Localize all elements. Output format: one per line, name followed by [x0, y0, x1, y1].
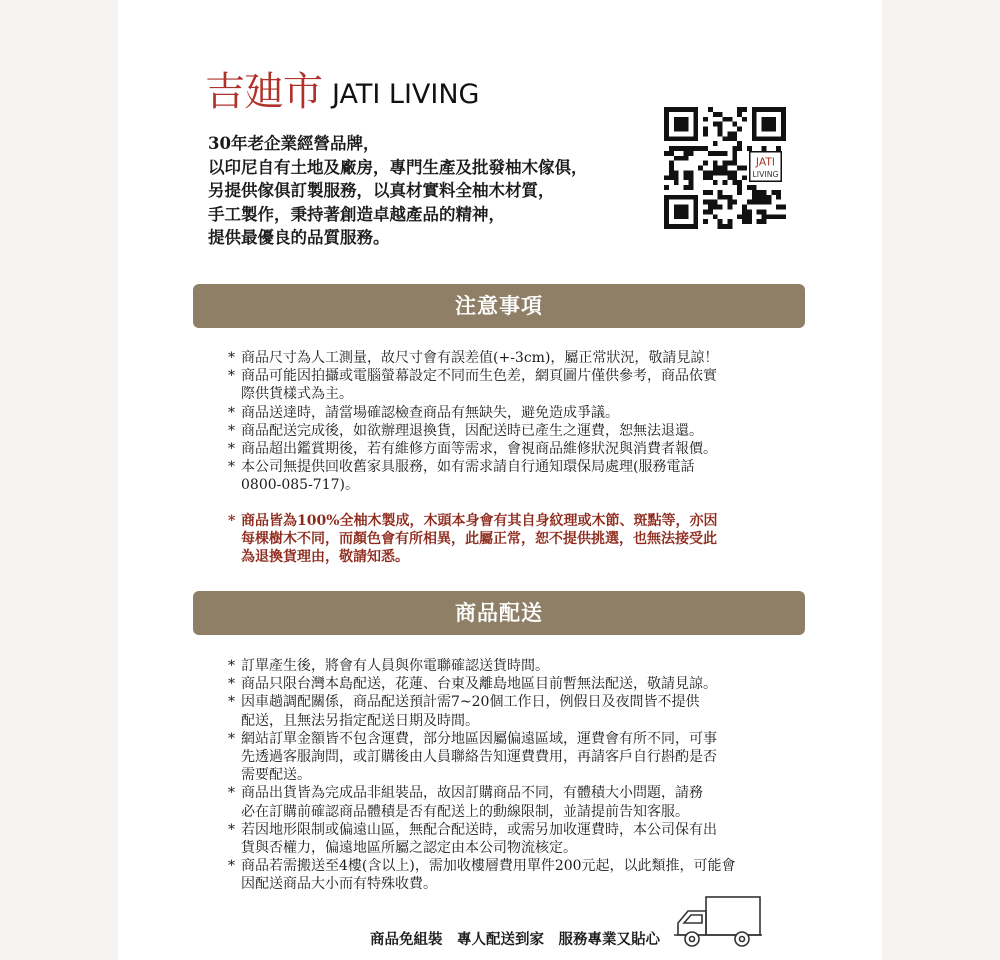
list-item-text: [241, 440, 717, 458]
list-item: [228, 693, 736, 729]
list-item-text: [241, 512, 718, 567]
list-item-line: 因車趟調配關係，商品配送預計需7~20個工作日，例假日及夜間皆不提供: [241, 694, 700, 711]
bullet-star: *: [228, 404, 235, 421]
list-item-line: 需要配送。: [241, 767, 311, 784]
bullet-star: *: [228, 694, 235, 711]
bullet-star: *: [228, 441, 235, 458]
list-item-line: 訂單產生後，將會有人員與你電聯確認送貨時間。: [241, 658, 549, 674]
bullet-star: *: [228, 785, 235, 802]
list-item-line: 商品配送完成後，如欲辦理退換貨，因配送時已產生之運費，恕無法退還。: [241, 422, 703, 439]
list-item: [228, 784, 736, 820]
intro-line: 手工製作，秉持著創造卓越產品的精神，: [208, 204, 505, 224]
list-item-line: 商品出貨皆為完成品非組裝品，故因訂購商品不同，有體積大小問題，請務: [241, 785, 703, 802]
footer-slogan: 商品免組裝 專人配送到家 服務專業又貼心: [370, 931, 660, 948]
list-item: [228, 675, 736, 693]
intro-line: 30年老企業經營品牌，: [208, 134, 380, 153]
list-item-text: [241, 693, 699, 729]
list-item: [228, 458, 718, 494]
notice-header: 注意事項: [193, 284, 805, 328]
list-item: [228, 440, 718, 458]
list-item-text: [241, 422, 703, 440]
list-item: [228, 404, 718, 422]
bullet-star: *: [228, 513, 236, 529]
intro-line: 另提供傢俱訂製服務，以真材實料全柚木材質，: [208, 181, 555, 200]
delivery-list: [228, 657, 736, 894]
list-item-line: 因配送商品大小而有特殊收費。: [241, 876, 437, 893]
list-item-line: 0800-085-717)。: [241, 477, 359, 494]
bullet-star: *: [228, 422, 235, 439]
list-item: [228, 821, 736, 857]
list-item-line: 商品只限台灣本島配送，花蓮、台東及離島地區目前暫無法配送，敬請見諒。: [241, 676, 717, 693]
brand-logo: [205, 66, 479, 114]
list-item-text: [241, 657, 549, 675]
notice-list: [228, 349, 718, 495]
qr-logo-subtext: LIVING: [752, 169, 779, 179]
qr-code-icon[interactable]: [664, 106, 786, 230]
list-item-text: [241, 784, 703, 820]
list-item: [228, 730, 736, 785]
intro-text: [208, 132, 588, 250]
list-item-text: [241, 367, 717, 403]
list-item-line: 商品皆為100%全柚木製成，木頭本身會有其自身紋理或木節、斑點等，亦因: [241, 513, 718, 529]
bullet-star: *: [228, 858, 235, 875]
bullet-star: *: [228, 821, 235, 838]
brand-name-cjk: 吉廸市: [205, 69, 322, 115]
wood-note: [228, 512, 718, 567]
list-item-text: [241, 349, 718, 367]
list-item: [228, 367, 718, 403]
bullet-star: *: [228, 368, 235, 385]
list-item-text: [241, 857, 736, 893]
delivery-truck-icon: [672, 893, 764, 949]
list-item-text: [241, 730, 717, 785]
list-item-line: 貨與否權力，偏遠地區所屬之認定由本公司物流核定。: [241, 840, 577, 857]
list-item-line: 商品尺寸為人工測量，故尺寸會有誤差值(+-3cm)，屬正常狀況，敬請見諒！: [241, 350, 719, 366]
qr-logo-text: JATI: [755, 155, 776, 169]
intro-line: 提供最優良的品質服務。: [208, 228, 390, 247]
list-item: [228, 657, 736, 675]
list-item: [228, 512, 718, 567]
list-item-line: 本公司無提供回收舊家具服務，如有需求請自行通知環保局處理(服務電話: [241, 459, 695, 476]
bullet-star: *: [228, 730, 235, 747]
list-item-line: 商品送達時，請當場確認檢查商品有無缺失，避免造成爭議。: [241, 404, 619, 421]
bullet-star: *: [228, 459, 235, 476]
list-item-line: 商品可能因拍攝或電腦螢幕設定不同而生色差，網頁圖片僅供參考，商品依實: [241, 368, 717, 385]
list-item-line: 網站訂單金額皆不包含運費，部分地區因屬偏遠區域，運費會有所不同，可事: [241, 730, 717, 747]
list-item-line: 若因地形限制或偏遠山區，無配合配送時，或需另加收運費時，本公司保有出: [241, 821, 717, 838]
list-item-line: 際供貨樣式為主。: [241, 386, 353, 403]
list-item-line: 必在訂購前確認商品體積是否有配送上的動線限制，並請提前告知客服。: [241, 803, 689, 820]
list-item-line: 先透過客服詢問，或訂購後由人員聯絡告知運費費用，再請客戶自行斟酌是否: [241, 749, 717, 766]
list-item: [228, 857, 736, 893]
list-item: [228, 349, 718, 367]
delivery-header: 商品配送: [193, 591, 805, 635]
bullet-star: *: [228, 658, 235, 674]
bullet-star: *: [228, 676, 235, 693]
list-item-line: 每棵樹木不同，而顏色會有所相異，此屬正常，恕不提供挑選，也無法接受此: [241, 531, 717, 548]
list-item-line: 商品超出鑑賞期後，若有維修方面等需求，會視商品維修狀況與消費者報價。: [241, 441, 717, 458]
intro-line: 以印尼自有土地及廠房，專門生產及批發柚木傢俱，: [208, 157, 588, 177]
bullet-star: *: [228, 350, 235, 366]
list-item: [228, 422, 718, 440]
list-item-text: [241, 821, 717, 857]
list-item-text: [241, 458, 694, 494]
list-item-line: 配送，且無法另指定配送日期及時間。: [241, 712, 479, 729]
list-item-line: 商品若需搬送至4樓(含以上)，需加收樓層費用單件200元起，以此類推，可能會: [241, 858, 736, 875]
brand-name-en: JATI LIVING: [332, 79, 480, 110]
list-item-line: 為退換貨理由，敬請知悉。: [241, 549, 409, 566]
list-item-text: [241, 404, 619, 422]
list-item-text: [241, 675, 717, 693]
